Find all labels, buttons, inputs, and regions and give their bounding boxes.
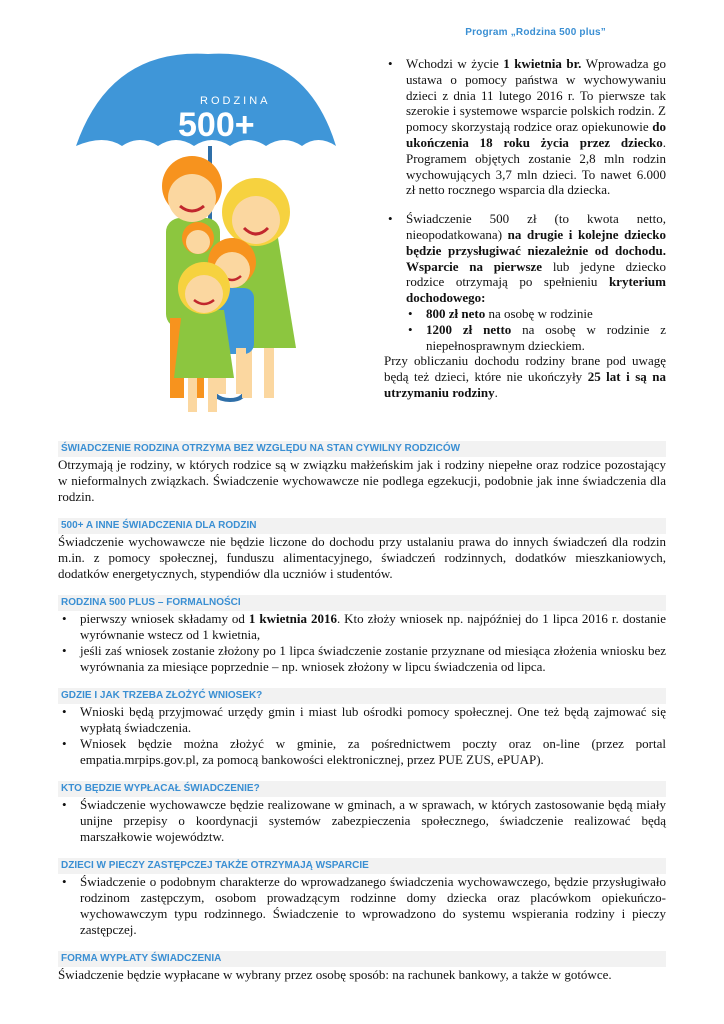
intro-bullet-benefit: • Świadczenie 500 zł (to kwota netto, nieopodatkowana) na drugie i kolejne dziecko będzie przysługiwać niezależnie od dochodu. Wsparcie na pierwsze lub jedyne dziecko rodzice otrzymają po spełnieniu kryterium dochodowego:: [384, 211, 666, 306]
section-foster-care: [58, 858, 666, 938]
list-item: • Świadczenie wychowawcze będzie realizowane w gminach, a w sprawach, w których zastosowanie będą miały unijne przepisy o koordynacji systemów zabezpieczenia społecznego, świadczenie realizować będą marszałkowie województw.: [58, 797, 666, 845]
intro-bullet-dates: • Wchodzi w życie 1 kwietnia br. Wprowadza go ustawa o pomocy państwa w wychowywaniu dzieci z dnia 11 lutego 2016 r. To pierwsze tak szerokie i systemowe wsparcie polskich rodzin. Z pomocy skorzystają rodzice oraz opiekunowie do ukończenia 18 roku życia przez dziecko. Programem objętych zostanie 2,8 mln rodzin wychowujących 3,7 mln dzieci. To nawet 6.000 zł netto rocznego wsparcia dla dziecka.: [384, 56, 666, 198]
income-criteria-list: [384, 306, 666, 353]
section-body: Świadczenie będzie wypłacane w wybrany przez osobę sposób: na rachunek bankowy, a także w gotówce.: [58, 967, 612, 982]
list-item: • Świadczenie o podobnym charakterze do wprowadzanego świadczenia wychowawczego, będzie przysługiwało rodzinom zastępczym, osobom prowadzącym rodzinne domy dziecka oraz placówkom opiekuńczo-wychowawczym typu rodzinnego. Świadczenie to wprowadzono do systemu wspierania rodziny i pieczy zastępczej.: [58, 874, 666, 938]
intro-tail-paragraph: Przy obliczaniu dochodu rodziny brane pod uwagę będą też dzieci, które nie ukończyły 25 lat i są na utrzymaniu rodziny.: [384, 353, 666, 400]
section-heading: RODZINA 500 PLUS – FORMALNOŚCI: [58, 595, 666, 611]
list-item: • Wniosek będzie można złożyć w gminie, za pośrednictwem poczty oraz on-line (przez portal empatia.mrpips.gov.pl, za pomocą bankowości elektronicznej, przez PUE ZUS, ePUAP).: [58, 736, 666, 768]
family-umbrella-illustration: [70, 48, 342, 420]
section-formalities: [58, 595, 666, 675]
section-who-pays: [58, 781, 666, 845]
list-item: • Wnioski będą przyjmować urzędy gmin i miast lub ośrodki pomocy społecznej. One też będą zajmować się wypłatą świadczenia.: [58, 704, 666, 736]
section-body: Otrzymają je rodziny, w których rodzice są w związku małżeńskim jak i rodziny niepełne oraz rodzice pozostający w nieformalnych związkach. Świadczenie wychowawcze nie podlega egzekucji, podobnie jak inne świadczenia dla rodzin.: [58, 457, 666, 504]
logo-number: 500+: [178, 106, 255, 144]
section-body: [58, 874, 666, 938]
list-item: • pierwszy wniosek składamy od 1 kwietnia 2016. Kto złoży wniosek np. najpóźniej do 1 lipca 2016 r. dostanie wyrównanie wstecz od 1 kwietnia,: [58, 611, 666, 643]
section-where-to-apply: [58, 688, 666, 768]
list-item: • jeśli zaś wniosek zostanie złożony po 1 lipca świadczenie zostanie przyznane od miesiąca złożenia wniosku bez wyrównania za miesiące poprzednie – np. wniosek złożony w lipcu świadczenia od lipca.: [58, 643, 666, 675]
section-other-benefits: [58, 518, 666, 582]
section-marital-status: [58, 441, 666, 505]
income-criterion-item: • 1200 zł netto na osobę w rodzinie z niepełnosprawnym dzieckiem.: [406, 322, 666, 354]
section-heading: DZIECI W PIECZY ZASTĘPCZEJ TAKŻE OTRZYMAJĄ WSPARCIE: [58, 858, 666, 874]
section-body: Świadczenie wychowawcze nie będzie liczone do dochodu przy ustalaniu prawa do innych świadczeń dla rodzin m.in. z pomocy społecznej, funduszu alimentacyjnego, świadczeń rodzinnych, dodatków mieszkaniowych, dodatków energetycznych, stypendiów dla uczniów i studentów.: [58, 534, 666, 581]
section-heading: ŚWIADCZENIE RODZINA OTRZYMA BEZ WZGLĘDU NA STAN CYWILNY RODZICÓW: [58, 441, 666, 457]
section-body: [58, 704, 666, 768]
section-heading: 500+ A INNE ŚWIADCZENIA DLA RODZIN: [58, 518, 666, 534]
sections-container: [58, 441, 666, 996]
section-heading: KTO BĘDZIE WYPŁACAŁ ŚWIADCZENIE?: [58, 781, 666, 797]
intro-column: [384, 56, 666, 401]
section-payment-form: [58, 951, 666, 983]
section-heading: FORMA WYPŁATY ŚWIADCZENIA: [58, 951, 666, 967]
section-heading: GDZIE I JAK TRZEBA ZŁOŻYĆ WNIOSEK?: [58, 688, 666, 704]
logo-word: RODZINA: [200, 95, 271, 107]
section-body: [58, 797, 666, 845]
baby-figure: [182, 222, 214, 254]
page-title: Program „Rodzina 500 plus”: [465, 27, 606, 38]
income-criterion-item: • 800 zł neto na osobę w rodzinie: [406, 306, 666, 322]
section-body: [58, 611, 666, 675]
